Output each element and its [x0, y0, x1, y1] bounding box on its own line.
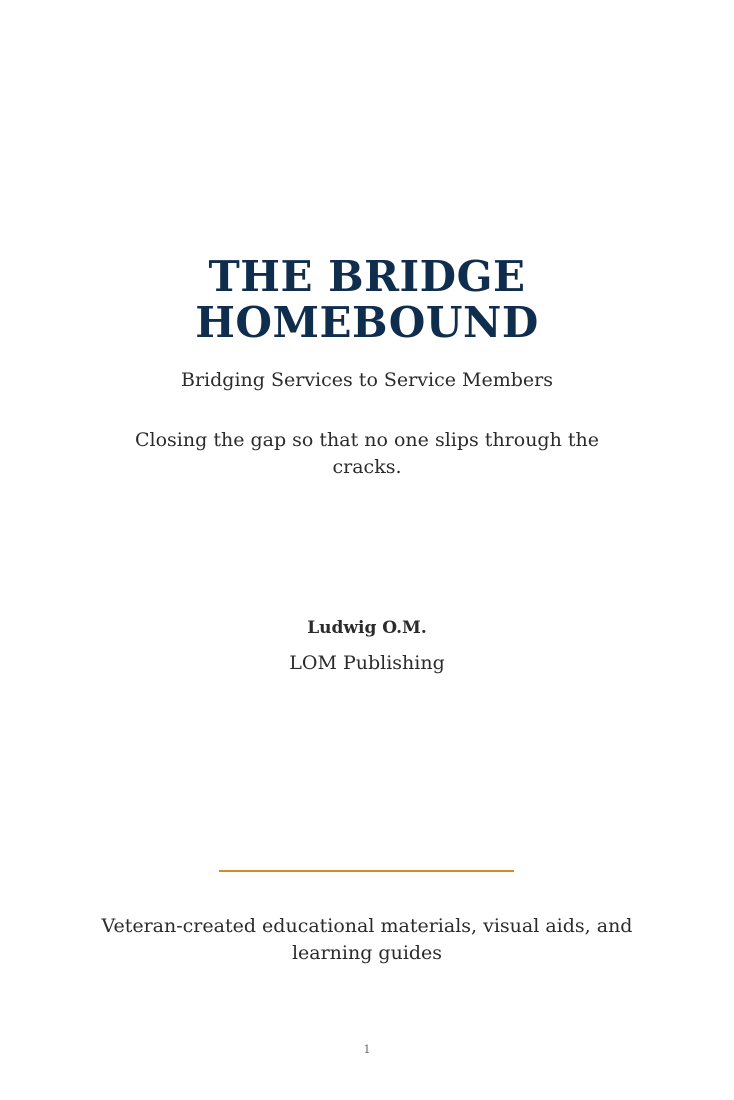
book-description: Veteran-created educational materials, visual aids, and learning guides: [101, 915, 633, 964]
book-title-line-2: HOMEBOUND: [195, 298, 539, 347]
book-title-line-1: THE BRIDGE: [208, 252, 526, 301]
book-title: [0, 254, 734, 346]
page-number: 1: [363, 1043, 371, 1056]
divider-rule: [219, 870, 514, 872]
author-name: Ludwig O.M.: [307, 618, 427, 638]
book-subtitle: Bridging Services to Service Members: [181, 369, 553, 391]
publisher-name: LOM Publishing: [289, 652, 445, 674]
book-tagline: Closing the gap so that no one slips through the cracks.: [135, 429, 599, 478]
